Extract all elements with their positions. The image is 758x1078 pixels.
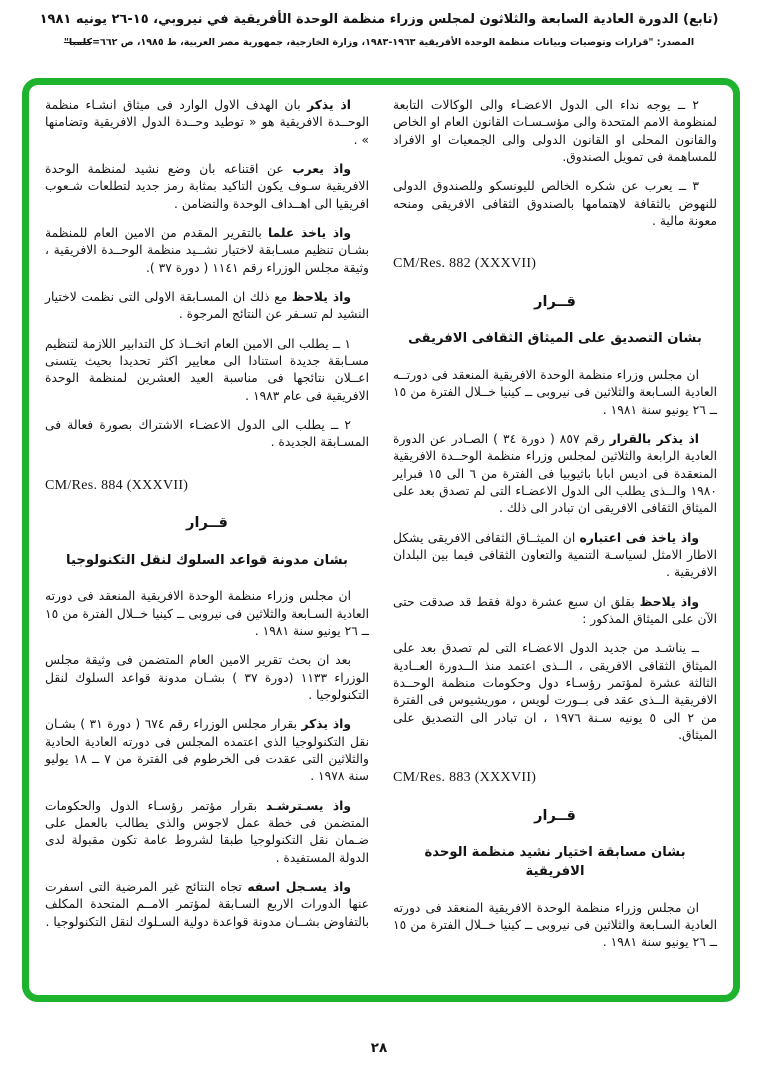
- paragraph-text: تجاه النتائج غير المرضية التى اسفرت عنها الدورات الاربع السـابقة لمؤتمر الامــم المتحدة المكلف بالتفاوض بشــان مدونة قواعدة دولية السـلوك لنقل التكنولوجيا .: [45, 879, 369, 929]
- resolution-id-883: CM/Res. 883 (XXXVII): [393, 770, 537, 786]
- paragraph-lead: واذ يعرب: [292, 161, 351, 176]
- source-citation: [0, 37, 758, 48]
- paragraph-text: بقلق ان سبع عشرة دولة فقط قد صدقت حتى الآن على الميثاق المذكور :: [393, 594, 717, 627]
- resolution-id-884: CM/Res. 884 (XXXVII): [45, 477, 189, 493]
- resolution-id-882: CM/Res. 882 (XXXVII): [393, 256, 537, 272]
- resolution-heading: قــرار: [534, 808, 576, 825]
- paragraph-lead: واذ يلاحظ: [291, 289, 352, 304]
- paragraph: ٢ ــ يوجه نداء الى الدول الاعضـاء والى الوكالات التابعة لمنظومة الامم المتحدة والى مؤسـسـات القانون العام او الخاص والقانون المحلى او القانون الدولى والى الجمعيات او الافراد للمساهمة فى تمويل الصندوق.: [393, 98, 717, 164]
- resolution-subtitle: بشان التصديق على الميثاق الثقافى الافريقى: [408, 331, 702, 347]
- resolution-subtitle: بشان مسابقة اختيار نشيد منظمة الوحدة الافريقية: [424, 845, 686, 880]
- session-title: (تابع) الدورة العادية السابعة والثلاثون لمجلس وزراء منظمة الوحدة الأفريقية في نيروبي، ١٥-٢٦ يونيه ١٩٨١: [39, 12, 719, 27]
- paragraph: [45, 716, 369, 785]
- source-citation-struck-text: كلمبا": [63, 37, 93, 48]
- paragraph-lead: اذ يذكر بالقرار: [609, 432, 699, 447]
- column-right: [393, 97, 717, 987]
- paragraph-text: مع ذلك ان المسـابقة الاولى التى نظمت لاختيار النشيد لم تسـفر عن النتائج المرجوة .: [45, 289, 369, 322]
- paragraph-lead: واذ يذكر: [301, 717, 351, 732]
- paragraph: ٢ ــ يطلب الى الدول الاعضـاء الاشتراك بصورة فعالة فى المسـابقة الجديدة .: [45, 417, 369, 450]
- paragraph-text: ان الميثــاق الثقافى الافريقى يشكل الاطار الامثل لسياسـة التنمية والتعاون الثقافى فيما بين البلدان الافريقية .: [393, 530, 717, 580]
- paragraph: [393, 530, 717, 582]
- paragraph: [45, 161, 369, 213]
- paragraph: [45, 97, 369, 149]
- paragraph-text: بقرار مجلس الوزراء رقم ٦٧٤ ( دورة ٣١ ) بشـان نقل التكنولوجيا الذى اعتمده المجلس فى دورته العادية الحادية والثلاثين التى عقدت فى الخرطوم فى الفترة من ٧ ــ ١٨ يوليو سنة ١٩٧٨ .: [45, 717, 369, 784]
- document-frame: [22, 78, 740, 1002]
- paragraph-text: بان الهدف الاول الوارد فى ميثاق انشـاء منظمة الوحــدة الافريقية هو « توطيد وحــدة الدول الافريقية وتضامنها » .: [45, 98, 369, 147]
- paragraph: ان مجلس وزراء منظمة الوحدة الافريقية المنعقد فى دورته العادية السـابعة والثلاثين فى نيروبى ــ كينيا خــلال الفترة من ١٥ ــ ٢٦ يونيو سنة ١٩٨١ .: [393, 900, 717, 950]
- paragraph: [45, 225, 369, 277]
- paragraph-lead: واذ يسـجل اسفه: [247, 879, 351, 894]
- resolution-subtitle: بشان مدونة قواعد السلوك لنقل التكنولوجيا: [66, 552, 348, 568]
- paragraph: [393, 431, 717, 518]
- two-column-layout: [45, 97, 717, 987]
- source-citation-text: المصدر: "قرارات وتوصيات وبيانات منظمة الوحدة الأفريقية ١٩٦٣-١٩٨٣، وزارة الخارجية، جمهورية مصر العربية، ط ١٩٨٥، ص ٦٦٢=: [92, 37, 695, 48]
- paragraph: [45, 879, 369, 931]
- paragraph-text: عن اقتناعه بان وضع نشيد لمنظمة الوحدة الافريقية سـوف يكون التاكيد بمثابة رمز جديد لتطلعات شـعوب افريقيا الى اهــداف الوحدة والتضامن .: [45, 161, 369, 211]
- paragraph: بعد ان بحث تقرير الامين العام المتضمن فى وثيقة مجلس الوزراء ١١٣٣ (دورة ٣٧ ) بشـان مدونة قواعد السلوك لنقل التكنولوجيا .: [45, 653, 370, 702]
- resolution-heading: قــرار: [534, 294, 576, 311]
- paragraph-lead: واذ يلاحظ: [639, 594, 699, 609]
- paragraph: ١ ــ يطلب الى الامين العام اتخــاذ كل التدابير اللازمة لتنظيم مسـابقة جديدة استنادا الى معايير اكثر تحديدا بحيث يتسنى اعــلان نتائجها فى مناسبة العيد العشرين لمنظمة الوحدة الافريقية فى عام ١٩٨٣ .: [45, 336, 369, 403]
- paragraph: ان مجلس وزراء منظمة الوحدة الافريقية المنعقد فى دورتــه العادية السـابعة والثلاثين فى نيروبى ــ كينيا خــلال الفترة من ١٥ ــ ٢٦ يونيو سنة ١٩٨١ .: [393, 368, 717, 417]
- paragraph-lead: واذ يسـترشـد: [266, 798, 351, 813]
- paragraph-text: بقرار مؤتمر رؤسـاء الدول والحكومات المتضمن فى خطة عمل لاجوس والذى يطالب بالعمل على ضـمان نقل التكنولوجيا طبقا لشروط عامة تكون مقبولة لدى الدولة المستفيدة .: [45, 798, 369, 865]
- paragraph: [45, 798, 369, 867]
- page-number: ٢٨: [370, 1040, 388, 1056]
- column-left: [45, 97, 369, 987]
- paragraph: ــ يناشـد من جديد الدول الاعضـاء التى لم تصدق بعد على الميثاق الثقافى الافريقى ، الــذى اعتمد منذ الــدورة العــادية الثالثة عشرة لمؤتمر رؤسـاء دول وحكومات منظمة الوحــدة الافريقية الــذى عقد فى بــورت لويس ، موريشيوس فى الفترة من ٢ الى ٥ يونيه سـنة ١٩٧٦ ، ان تبادر الى التصديق على الميثاق.: [393, 641, 718, 742]
- paragraph-lead: واذ ياخذ علما: [268, 225, 351, 240]
- paragraph: ٣ ــ يعرب عن شكره الخالص لليونسكو وللصندوق الدولى للنهوض بالثقافة لاهتمامها بالصندوق الثقافى الافريقى ومنحه معونة مالية .: [393, 179, 717, 228]
- resolution-heading: قــرار: [186, 515, 228, 532]
- paragraph-lead: واذ ياخذ فى اعتباره: [579, 530, 699, 545]
- paragraph: [393, 594, 717, 629]
- paragraph: [45, 289, 369, 324]
- paragraph-text: بالتقرير المقدم من الامين العام للمنظمة بشـان تنظيم مسـابقة لاختيار نشــيد منظمة الوحــدة الافريقية ، وثيقة مجلس الوزراء رقم ١١٤١ ( دورة ٣٧ ).: [45, 225, 369, 275]
- paragraph-lead: اذ يذكر: [307, 98, 351, 112]
- page-header: [0, 12, 758, 48]
- paragraph: ان مجلس وزراء منظمة الوحدة الافريقية المنعقد فى دورته العادية السـابعة والثلاثين فى نيروبى ــ كينيا خــلال الفترة من ١٥ ــ ٢٦ يونيو سنة ١٩٨١ .: [45, 589, 369, 639]
- paragraph-text: رقم ٨٥٧ ( دورة ٣٤ ) الصـادر عن الدورة العادية الرابعة والثلاثين لمجلس وزراء منظمة الوحــدة الافريقية المنعقدة فى اديس ابابا باثيوبيا فى الفترة من ٦ الى ١٥ فبراير ١٩٨٠ والــذى يطلب الى الدول الاعضـاء التى لم تصدق بعد على الميثاق الثقافى الافريقى ان تبادر الى ذلك .: [393, 432, 717, 516]
